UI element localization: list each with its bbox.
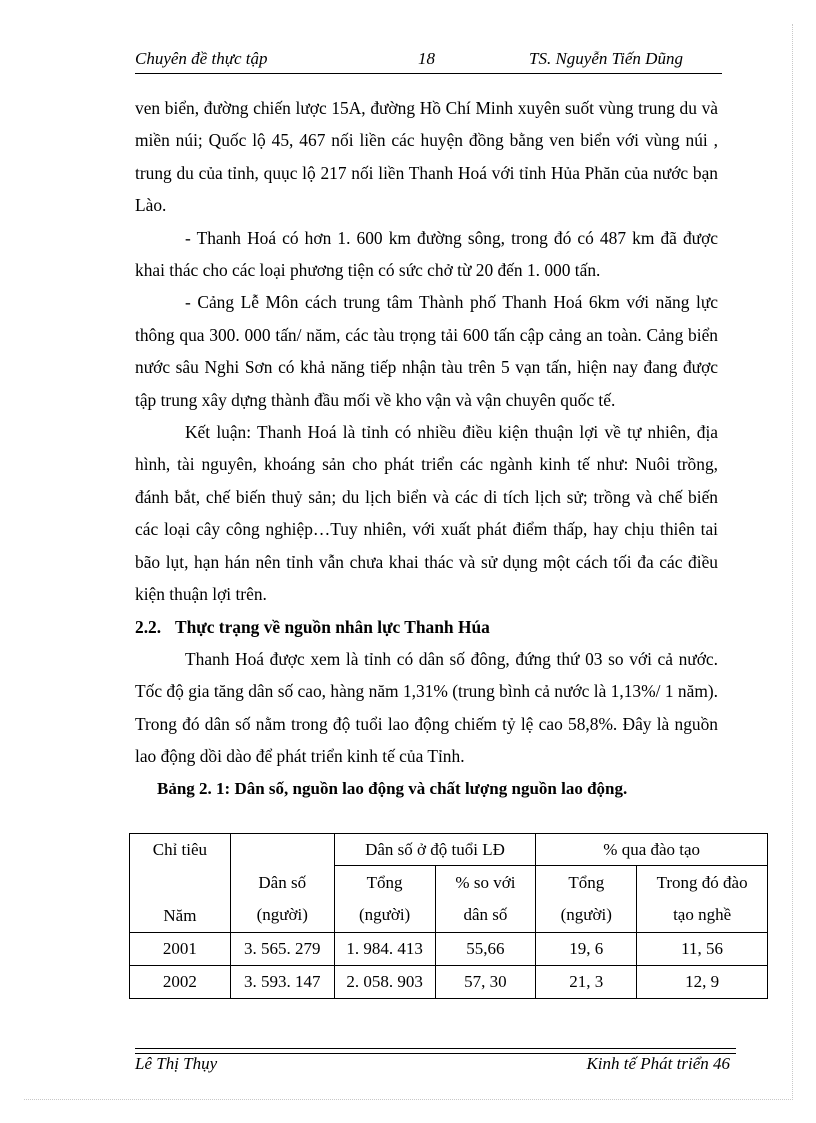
header-ld-tong (334, 866, 435, 933)
paragraph-1: ven biển, đường chiến lược 15A, đường Hồ Chí Minh xuyên suốt vùng trung du và miền núi; Quốc lộ 45, 467 nối liền các huyện đồng bằng ven biển với vùng núi , trung du của tỉnh, quục lộ 217 nối liền Thanh Hoá với tỉnh Hủa Phăn của nước bạn Lào. (135, 98, 718, 216)
header-dan-so-unit: (người) (256, 904, 308, 924)
population-table (129, 833, 768, 999)
header-ld-tong-label: Tổng (366, 873, 403, 892)
cell-labor-pct: 57, 30 (435, 966, 536, 999)
section-number: 2.2. (135, 616, 162, 637)
table-row (130, 933, 768, 966)
cell-year: 2001 (130, 933, 231, 966)
table-caption: Bảng 2. 1: Dân số, nguồn lao động và chất lượng nguồn lao động. (157, 778, 628, 798)
table-row (130, 966, 768, 999)
cell-vocational: 11, 56 (637, 933, 768, 966)
cell-year: 2002 (130, 966, 231, 999)
header-ld-pct-bot: dân số (463, 905, 508, 924)
header-author: TS. Nguyễn Tiến Dũng (529, 49, 683, 68)
paragraph-3: - Cảng Lễ Môn cách trung tâm Thành phố Thanh Hoá 6km với năng lực thông qua 300. 000 tấn/ năm, các tàu trọng tải 600 tấn cập cảng an toàn. Cảng biển nước sâu Nghi Sơn có khả năng tiếp nhận tàu trên 5 vạn tấn, hiện nay đang được tập trung xây dựng thành đầu mối về kho vận và vận chuyên quốc tế. (135, 292, 718, 410)
section-title: Thực trạng về nguồn nhân lực Thanh Húa (175, 616, 490, 637)
paragraph-2: - Thanh Hoá có hơn 1. 600 km đường sông, trong đó có 487 km đã được khai thác cho các loại phương tiện có sức chở từ 20 đến 1. 000 tấn. (135, 227, 718, 281)
header-page-number: 18 (418, 49, 435, 68)
header-dan-so (230, 866, 334, 933)
section-heading (135, 611, 718, 643)
footer-student-name: Lê Thị Thụy (135, 1054, 218, 1073)
paragraph-5: Thanh Hoá được xem là tỉnh có dân số đông, đứng thứ 03 so với cả nước. Tốc độ gia tăng dân số cao, hàng năm 1,31% (trung bình cả nước là 1,13%/ 1 năm). Trong đó dân số nằm trong độ tuổi lao động chiếm tỷ lệ cao 58,8%. Đây là nguồn lao động dồi dào để phát triển kinh tế của Tỉnh. (135, 648, 718, 767)
header-dt-nghe (637, 866, 768, 933)
document-body (135, 92, 718, 805)
header-group-dt: % qua đào tạo (536, 834, 768, 866)
page-header (135, 49, 722, 74)
cell-labor-total: 1. 984. 413 (334, 933, 435, 966)
paragraph-4: Kết luận: Thanh Hoá là tỉnh có nhiều điều kiện thuận lợi về tự nhiên, địa hình, tài nguyên, khoáng sản cho phát triển các ngành kinh tế như: Nuôi trồng, đánh bắt, chế biến thuỷ sản; du lịch biển và các di tích lịch sử; trồng và chế biến các loại cây công nghiệp…Tuy nhiên, với xuất phát điểm thấp, hay chịu thiên tai bão lụt, hạn hán nên tỉnh vẫn chưa khai thác và sử dụng một cách tối đa các điều kiện thuận lợi trên. (135, 422, 718, 605)
header-dan-so-label: Dân số (258, 872, 307, 892)
header-dan-so-empty (230, 834, 334, 866)
header-dt-tong-unit: (người) (560, 905, 612, 924)
header-dt-nghe-bot: tạo nghề (673, 905, 732, 924)
header-ld-tong-unit: (người) (358, 905, 411, 924)
cell-trained-total: 19, 6 (536, 933, 637, 966)
cell-vocational: 12, 9 (637, 966, 768, 999)
header-nam: Năm (130, 866, 231, 933)
cell-population: 3. 565. 279 (230, 933, 334, 966)
header-ld-pct-top: % so với (455, 873, 516, 892)
header-doc-title: Chuyên đề thực tập (135, 49, 268, 68)
cell-trained-total: 21, 3 (536, 966, 637, 999)
header-dt-nghe-top: Trong đó đào (656, 873, 748, 892)
cell-labor-pct: 55,66 (435, 933, 536, 966)
cell-labor-total: 2. 058. 903 (334, 966, 435, 999)
header-dt-tong (536, 866, 637, 933)
header-group-ld: Dân số ở độ tuổi LĐ (334, 834, 536, 866)
footer-class: Kinh tế Phát triển 46 (586, 1054, 730, 1073)
header-chi-tieu: Chỉ tiêu (130, 834, 231, 866)
header-ld-pct (435, 866, 536, 933)
header-dt-tong-label: Tổng (568, 873, 605, 892)
cell-population: 3. 593. 147 (230, 966, 334, 999)
